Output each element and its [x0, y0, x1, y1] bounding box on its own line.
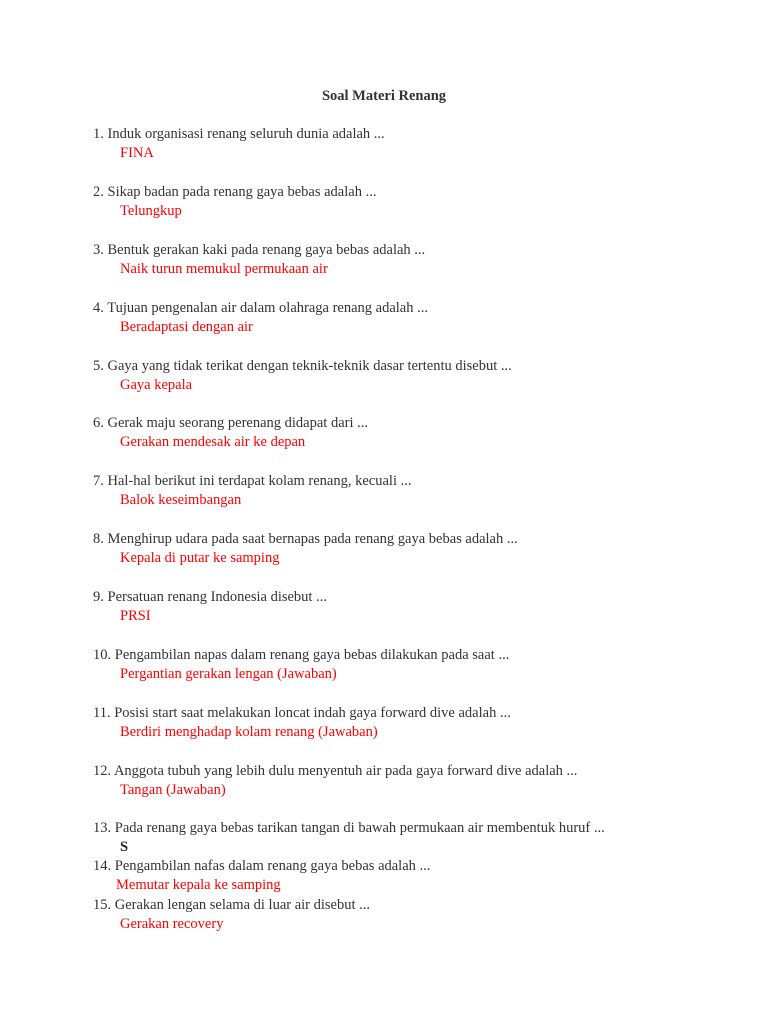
- question-text: 10. Pengambilan napas dalam renang gaya bebas dilakukan pada saat ...: [93, 647, 510, 663]
- answer-text: Gerakan mendesak air ke depan: [120, 434, 306, 450]
- question-item-15: [93, 896, 713, 934]
- answer-text: Tangan (Jawaban): [120, 782, 226, 798]
- question-text: 3. Bentuk gerakan kaki pada renang gaya bebas adalah ...: [93, 242, 426, 258]
- question-item-2: [93, 183, 713, 221]
- answer-text: Telungkup: [120, 203, 182, 219]
- question-text: 4. Tujuan pengenalan air dalam olahraga renang adalah ...: [93, 300, 428, 316]
- question-text: 12. Anggota tubuh yang lebih dulu menyentuh air pada gaya forward dive adalah ...: [93, 763, 578, 779]
- question-item-6: [93, 414, 713, 452]
- question-item-12: [93, 762, 713, 800]
- answer-text: Naik turun memukul permukaan air: [120, 261, 328, 277]
- question-text: 1. Induk organisasi renang seluruh dunia adalah ...: [93, 126, 385, 142]
- answer-text: Beradaptasi dengan air: [120, 319, 253, 335]
- answer-text: Gerakan recovery: [120, 916, 224, 932]
- question-item-7: [93, 472, 713, 510]
- question-text: 14. Pengambilan nafas dalam renang gaya bebas adalah ...: [93, 858, 431, 874]
- question-item-11: [93, 704, 713, 742]
- question-item-9: [93, 588, 713, 626]
- question-item-10: [93, 646, 713, 684]
- question-text: 9. Persatuan renang Indonesia disebut ...: [93, 589, 327, 605]
- question-item-8: [93, 530, 713, 568]
- question-item-14: [93, 857, 713, 895]
- answer-text: Balok keseimbangan: [120, 492, 242, 508]
- question-text: 13. Pada renang gaya bebas tarikan tangan di bawah permukaan air membentuk huruf ...: [93, 820, 605, 836]
- question-text: 7. Hal-hal berikut ini terdapat kolam renang, kecuali ...: [93, 473, 412, 489]
- answer-text: Berdiri menghadap kolam renang (Jawaban): [120, 724, 378, 740]
- answer-text: FINA: [120, 145, 154, 161]
- answer-text: PRSI: [120, 608, 151, 624]
- question-text: 11. Posisi start saat melakukan loncat indah gaya forward dive adalah ...: [93, 705, 511, 721]
- question-item-3: [93, 241, 713, 279]
- answer-text: Kepala di putar ke samping: [120, 550, 280, 566]
- answer-text: S: [120, 839, 129, 855]
- question-text: 15. Gerakan lengan selama di luar air disebut ...: [93, 897, 371, 913]
- question-item-5: [93, 357, 713, 395]
- answer-text: Gaya kepala: [120, 377, 193, 393]
- question-text: 2. Sikap badan pada renang gaya bebas adalah ...: [93, 184, 377, 200]
- question-text: 8. Menghirup udara pada saat bernapas pada renang gaya bebas adalah ...: [93, 531, 518, 547]
- answer-text: Pergantian gerakan lengan (Jawaban): [120, 666, 337, 682]
- question-text: 5. Gaya yang tidak terikat dengan teknik-teknik dasar tertentu disebut ...: [93, 358, 512, 374]
- question-item-13: [93, 819, 713, 857]
- answer-text: Memutar kepala ke samping: [116, 877, 281, 893]
- document-title: Soal Materi Renang: [321, 88, 447, 104]
- question-item-1: [93, 125, 713, 163]
- question-item-4: [93, 299, 713, 337]
- question-text: 6. Gerak maju seorang perenang didapat dari ...: [93, 415, 368, 431]
